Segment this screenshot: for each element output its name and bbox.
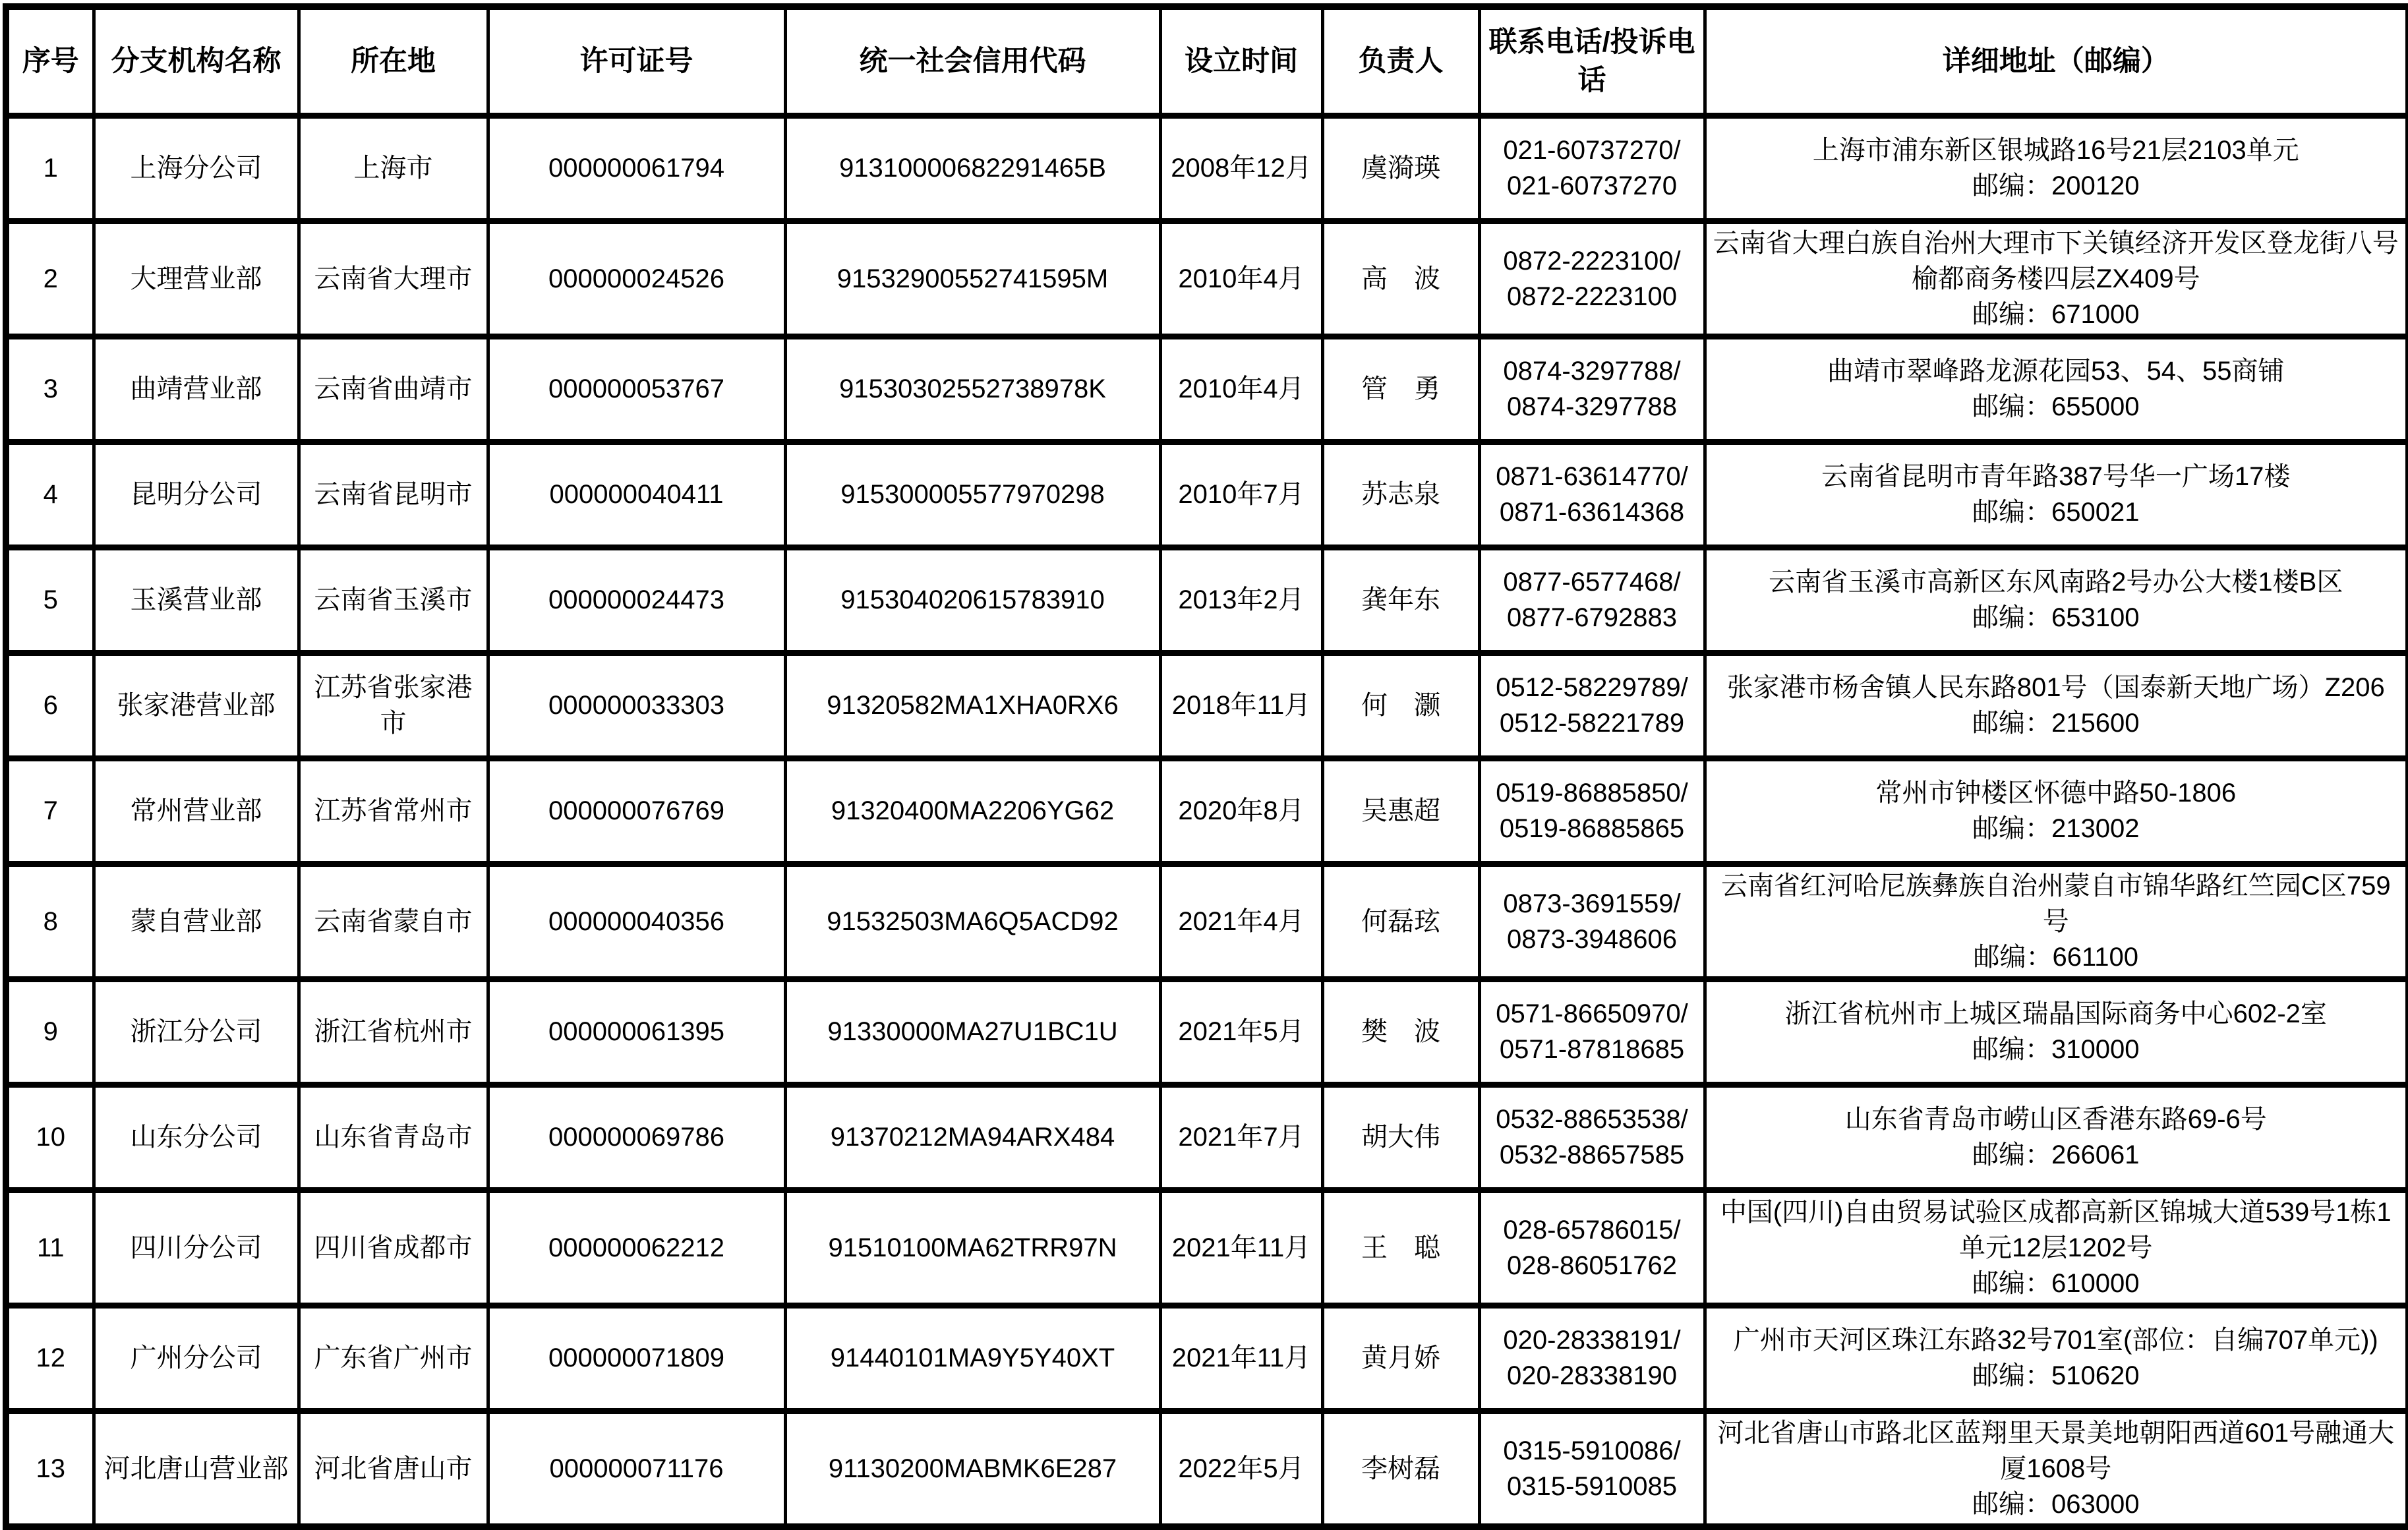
- contact-phone: 0874-3297788/: [1503, 357, 1681, 386]
- cell-location: 云南省曲靖市: [299, 336, 488, 442]
- column-header-location: 所在地: [299, 7, 488, 115]
- contact-phone: 0512-58229789/: [1496, 673, 1688, 702]
- cell-location: 云南省昆明市: [299, 442, 488, 547]
- cell-license: 000000076769: [488, 758, 785, 864]
- address-text: 云南省红河哈尼族彝族自治州蒙自市锦华路红竺园C区759号: [1720, 871, 2391, 936]
- cell-credit_code: 91310000682291465B: [785, 115, 1160, 221]
- cell-phones: [1479, 547, 1705, 653]
- cell-established: 2021年11月: [1160, 1305, 1322, 1411]
- cell-name: 蒙自营业部: [94, 864, 299, 979]
- contact-phone: 0872-2223100/: [1503, 246, 1681, 276]
- cell-address: [1705, 1190, 2408, 1305]
- table-row: [6, 442, 2408, 547]
- cell-address: [1705, 115, 2408, 221]
- cell-phones: [1479, 1190, 1705, 1305]
- complaint-phone: 0873-3948606: [1506, 924, 1678, 954]
- cell-location: 浙江省杭州市: [299, 979, 488, 1084]
- complaint-phone: 0871-63614368: [1499, 498, 1685, 527]
- postal-code: 邮编：650021: [1972, 498, 2140, 527]
- postal-code: 邮编：063000: [1972, 1489, 2140, 1519]
- cell-address: [1705, 653, 2408, 758]
- cell-established: 2010年4月: [1160, 336, 1322, 442]
- column-header-index: 序号: [6, 7, 94, 115]
- cell-index: 3: [6, 336, 94, 442]
- cell-established: 2010年4月: [1160, 221, 1322, 336]
- cell-established: 2018年11月: [1160, 653, 1322, 758]
- cell-license: 000000024473: [488, 547, 785, 653]
- cell-license: 000000062212: [488, 1190, 785, 1305]
- cell-name: 河北唐山营业部: [94, 1411, 299, 1527]
- address-text: 浙江省杭州市上城区瑞晶国际商务中心602-2室: [1784, 999, 2327, 1028]
- complaint-phone: 0519-86885865: [1499, 814, 1685, 843]
- table-row: [6, 221, 2408, 336]
- cell-address: [1705, 442, 2408, 547]
- cell-manager: 何磊玹: [1322, 864, 1479, 979]
- cell-name: 张家港营业部: [94, 653, 299, 758]
- table-row: [6, 336, 2408, 442]
- contact-phone: 0519-86885850/: [1496, 779, 1688, 808]
- table-header-row: [6, 7, 2408, 115]
- address-text: 云南省玉溪市高新区东风南路2号办公大楼1楼B区: [1769, 568, 2343, 597]
- cell-index: 7: [6, 758, 94, 864]
- cell-address: [1705, 336, 2408, 442]
- cell-license: 000000061794: [488, 115, 785, 221]
- address-text: 上海市浦东新区银城路16号21层2103单元: [1812, 136, 2299, 165]
- cell-name: 浙江分公司: [94, 979, 299, 1084]
- cell-index: 11: [6, 1190, 94, 1305]
- complaint-phone: 0532-88657585: [1499, 1140, 1685, 1169]
- complaint-phone: 021-60737270: [1506, 171, 1678, 200]
- address-text: 常州市钟楼区怀德中路50-1806: [1875, 779, 2237, 808]
- table-row: [6, 1084, 2408, 1190]
- cell-established: 2021年5月: [1160, 979, 1322, 1084]
- address-text: 云南省大理白族自治州大理市下关镇经济开发区登龙街八号榆都商务楼四层ZX409号: [1713, 228, 2399, 293]
- postal-code: 邮编：661100: [1973, 942, 2138, 972]
- cell-location: 山东省青岛市: [299, 1084, 488, 1190]
- cell-location: 云南省蒙自市: [299, 864, 488, 979]
- postal-code: 邮编：653100: [1972, 603, 2140, 632]
- table-body: [6, 115, 2408, 1527]
- cell-phones: [1479, 758, 1705, 864]
- contact-phone: 021-60737270/: [1503, 136, 1681, 165]
- cell-established: 2013年2月: [1160, 547, 1322, 653]
- contact-phone: 0532-88653538/: [1496, 1105, 1688, 1134]
- address-text: 云南省昆明市青年路387号华一广场17楼: [1821, 462, 2291, 491]
- cell-manager: 黄月娇: [1322, 1305, 1479, 1411]
- cell-credit_code: 915304020615783910: [785, 547, 1160, 653]
- cell-manager: 高 波: [1322, 221, 1479, 336]
- cell-name: 广州分公司: [94, 1305, 299, 1411]
- cell-credit_code: 91532900552741595M: [785, 221, 1160, 336]
- complaint-phone: 020-28338190: [1506, 1361, 1678, 1390]
- table-row: [6, 758, 2408, 864]
- cell-address: [1705, 864, 2408, 979]
- cell-credit_code: 915300005577970298: [785, 442, 1160, 547]
- cell-credit_code: 91330000MA27U1BC1U: [785, 979, 1160, 1084]
- cell-license: 000000040411: [488, 442, 785, 547]
- cell-location: 江苏省张家港市: [299, 653, 488, 758]
- cell-name: 四川分公司: [94, 1190, 299, 1305]
- table-row: [6, 1411, 2408, 1527]
- cell-index: 10: [6, 1084, 94, 1190]
- cell-phones: [1479, 1411, 1705, 1527]
- cell-license: 000000033303: [488, 653, 785, 758]
- cell-license: 000000071176: [488, 1411, 785, 1527]
- cell-manager: 吴惠超: [1322, 758, 1479, 864]
- cell-phones: [1479, 653, 1705, 758]
- cell-credit_code: 91320400MA2206YG62: [785, 758, 1160, 864]
- cell-index: 1: [6, 115, 94, 221]
- cell-established: 2022年5月: [1160, 1411, 1322, 1527]
- cell-phones: [1479, 864, 1705, 979]
- postal-code: 邮编：610000: [1972, 1268, 2140, 1298]
- cell-credit_code: 91510100MA62TRR97N: [785, 1190, 1160, 1305]
- cell-location: 云南省玉溪市: [299, 547, 488, 653]
- table-row: [6, 115, 2408, 221]
- cell-location: 上海市: [299, 115, 488, 221]
- cell-phones: [1479, 221, 1705, 336]
- cell-address: [1705, 979, 2408, 1084]
- cell-manager: 王 聪: [1322, 1190, 1479, 1305]
- address-text: 中国(四川)自由贸易试验区成都高新区锦城大道539号1栋1单元12层1202号: [1720, 1197, 2392, 1262]
- cell-manager: 苏志泉: [1322, 442, 1479, 547]
- cell-location: 广东省广州市: [299, 1305, 488, 1411]
- cell-license: 000000053767: [488, 336, 785, 442]
- cell-manager: 樊 波: [1322, 979, 1479, 1084]
- postal-code: 邮编：310000: [1972, 1035, 2140, 1064]
- contact-phone: 0873-3691559/: [1503, 889, 1681, 918]
- cell-name: 常州营业部: [94, 758, 299, 864]
- cell-address: [1705, 547, 2408, 653]
- cell-credit_code: 91530302552738978K: [785, 336, 1160, 442]
- cell-phones: [1479, 979, 1705, 1084]
- cell-name: 大理营业部: [94, 221, 299, 336]
- cell-manager: 虞漪瑛: [1322, 115, 1479, 221]
- postal-code: 邮编：510620: [1972, 1361, 2140, 1390]
- postal-code: 邮编：200120: [1972, 171, 2140, 200]
- cell-manager: 龚年东: [1322, 547, 1479, 653]
- cell-established: 2021年11月: [1160, 1190, 1322, 1305]
- complaint-phone: 0872-2223100: [1506, 281, 1678, 311]
- table-row: [6, 1190, 2408, 1305]
- cell-name: 玉溪营业部: [94, 547, 299, 653]
- cell-license: 000000069786: [488, 1084, 785, 1190]
- cell-index: 5: [6, 547, 94, 653]
- cell-credit_code: 91320582MA1XHA0RX6: [785, 653, 1160, 758]
- address-text: 张家港市杨舍镇人民东路801号（国泰新天地广场）Z206: [1726, 673, 2385, 702]
- contact-phone: 0315-5910086/: [1503, 1436, 1681, 1465]
- cell-license: 000000071809: [488, 1305, 785, 1411]
- cell-credit_code: 91532503MA6Q5ACD92: [785, 864, 1160, 979]
- postal-code: 邮编：671000: [1972, 299, 2140, 329]
- cell-established: 2008年12月: [1160, 115, 1322, 221]
- contact-phone: 028-65786015/: [1503, 1215, 1681, 1245]
- complaint-phone: 0571-87818685: [1499, 1035, 1685, 1064]
- cell-phones: [1479, 115, 1705, 221]
- complaint-phone: 028-86051762: [1506, 1250, 1678, 1280]
- contact-phone: 0871-63614770/: [1496, 462, 1688, 491]
- cell-name: 曲靖营业部: [94, 336, 299, 442]
- cell-phones: [1479, 336, 1705, 442]
- cell-address: [1705, 1084, 2408, 1190]
- column-header-license: 许可证号: [488, 7, 785, 115]
- table-row: [6, 979, 2408, 1084]
- cell-address: [1705, 1305, 2408, 1411]
- cell-license: 000000040356: [488, 864, 785, 979]
- complaint-phone: 0877-6792883: [1506, 603, 1678, 632]
- cell-manager: 何 灏: [1322, 653, 1479, 758]
- cell-index: 13: [6, 1411, 94, 1527]
- cell-location: 江苏省常州市: [299, 758, 488, 864]
- cell-credit_code: 91130200MABMK6E287: [785, 1411, 1160, 1527]
- address-text: 山东省青岛市崂山区香港东路69-6号: [1844, 1105, 2267, 1134]
- cell-index: 4: [6, 442, 94, 547]
- column-header-address: 详细地址（邮编）: [1705, 7, 2408, 115]
- cell-address: [1705, 221, 2408, 336]
- address-text: 河北省唐山市路北区蓝翔里天景美地朝阳西道601号融通大厦1608号: [1717, 1418, 2395, 1483]
- cell-name: 上海分公司: [94, 115, 299, 221]
- cell-established: 2010年7月: [1160, 442, 1322, 547]
- cell-credit_code: 91370212MA94ARX484: [785, 1084, 1160, 1190]
- cell-credit_code: 91440101MA9Y5Y40XT: [785, 1305, 1160, 1411]
- contact-phone: 020-28338191/: [1503, 1326, 1681, 1355]
- cell-location: 四川省成都市: [299, 1190, 488, 1305]
- column-header-established: 设立时间: [1160, 7, 1322, 115]
- cell-license: 000000061395: [488, 979, 785, 1084]
- column-header-name: 分支机构名称: [94, 7, 299, 115]
- column-header-phones: 联系电话/投诉电话: [1479, 7, 1705, 115]
- contact-phone: 0571-86650970/: [1496, 999, 1688, 1028]
- postal-code: 邮编：213002: [1972, 814, 2140, 843]
- cell-location: 云南省大理市: [299, 221, 488, 336]
- cell-license: 000000024526: [488, 221, 785, 336]
- branch-table: [3, 3, 2408, 1530]
- cell-established: 2021年7月: [1160, 1084, 1322, 1190]
- address-text: 曲靖市翠峰路龙源花园53、54、55商铺: [1827, 357, 2285, 386]
- cell-established: 2021年4月: [1160, 864, 1322, 979]
- cell-phones: [1479, 1084, 1705, 1190]
- complaint-phone: 0315-5910085: [1506, 1471, 1678, 1501]
- cell-phones: [1479, 442, 1705, 547]
- table-row: [6, 653, 2408, 758]
- cell-manager: 胡大伟: [1322, 1084, 1479, 1190]
- postal-code: 邮编：655000: [1972, 392, 2140, 421]
- cell-manager: 李树磊: [1322, 1411, 1479, 1527]
- cell-name: 山东分公司: [94, 1084, 299, 1190]
- table-row: [6, 547, 2408, 653]
- postal-code: 邮编：215600: [1972, 709, 2140, 738]
- address-text: 广州市天河区珠江东路32号701室(部位：自编707单元)): [1733, 1326, 2378, 1355]
- cell-index: 12: [6, 1305, 94, 1411]
- column-header-credit_code: 统一社会信用代码: [785, 7, 1160, 115]
- postal-code: 邮编：266061: [1972, 1140, 2140, 1169]
- cell-index: 6: [6, 653, 94, 758]
- cell-manager: 管 勇: [1322, 336, 1479, 442]
- cell-name: 昆明分公司: [94, 442, 299, 547]
- complaint-phone: 0874-3297788: [1506, 392, 1678, 421]
- cell-established: 2020年8月: [1160, 758, 1322, 864]
- cell-address: [1705, 1411, 2408, 1527]
- column-header-manager: 负责人: [1322, 7, 1479, 115]
- cell-index: 8: [6, 864, 94, 979]
- cell-index: 2: [6, 221, 94, 336]
- cell-index: 9: [6, 979, 94, 1084]
- cell-phones: [1479, 1305, 1705, 1411]
- contact-phone: 0877-6577468/: [1503, 568, 1681, 597]
- complaint-phone: 0512-58221789: [1499, 709, 1685, 738]
- cell-location: 河北省唐山市: [299, 1411, 488, 1527]
- table-row: [6, 864, 2408, 979]
- cell-address: [1705, 758, 2408, 864]
- table-row: [6, 1305, 2408, 1411]
